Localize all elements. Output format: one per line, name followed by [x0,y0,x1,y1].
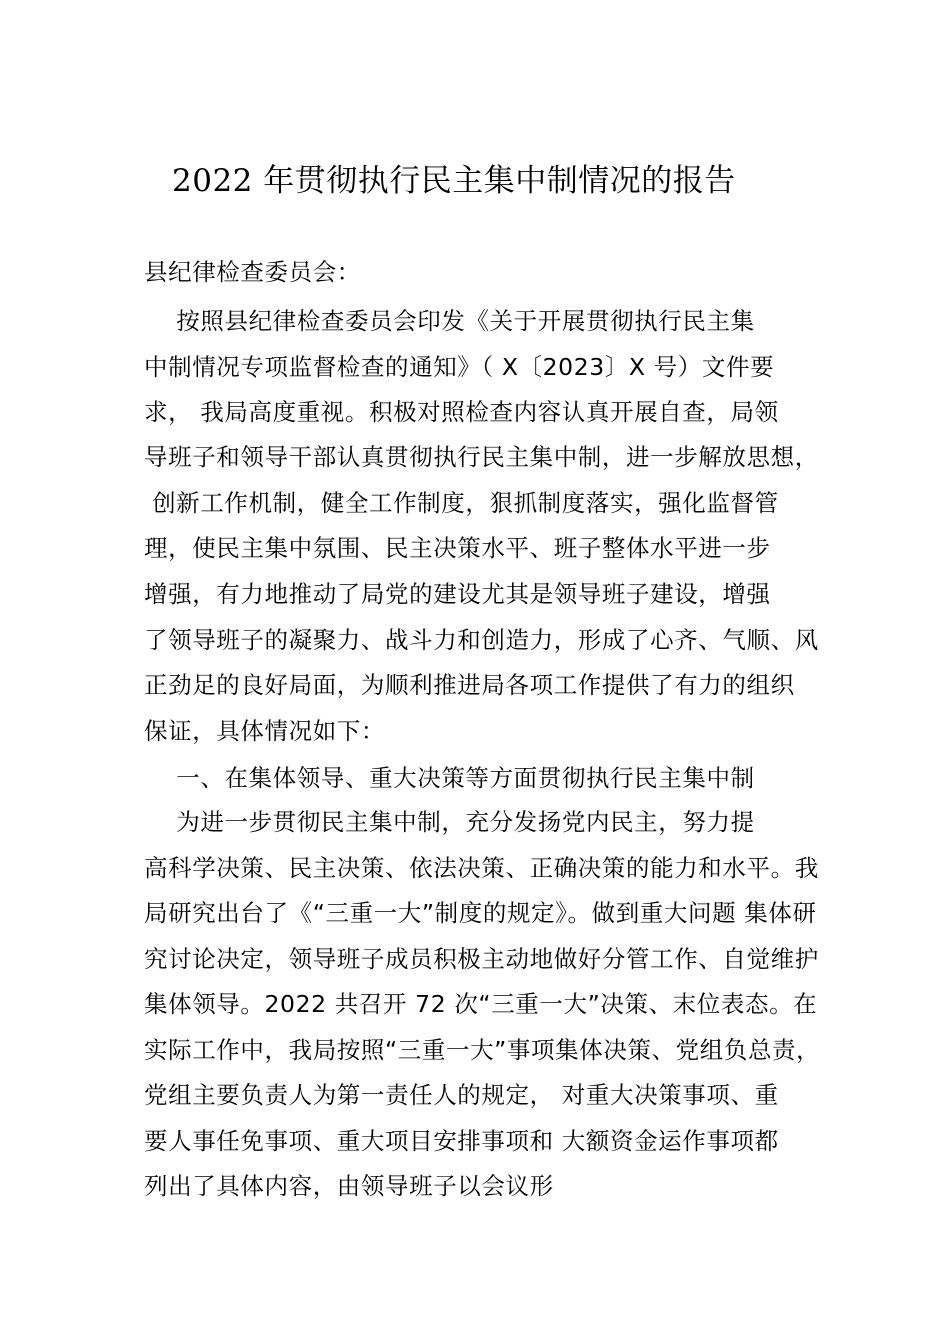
body-text-line: 创新工作机制，健全工作制度，狠抓制度落实，强化监督管 [144,489,779,517]
body-text-line: 究讨论决定，领导班子成员积极主动地做好分管工作、自觉维护 [144,945,819,973]
body-text-line: 高科学决策、民主决策、依法决策、正确决策的能力和水平。我 [144,854,819,882]
body-text-line: 党组主要负责人为第一责任人的规定， 对重大决策事项、重 [144,1081,779,1109]
body-text-line: 集体领导。2022 共召开 72 次“三重一大”决策、末位表态。在 [144,990,818,1018]
body-text-line: 增强，有力地推动了局党的建设尤其是领导班子建设，增强 [144,580,771,608]
body-text-line: 按照县纪律检查委员会印发《关于开展贯彻执行民主集 [144,307,755,335]
body-text-line: 列出了具体内容，由领导班子以会议形 [144,1172,554,1200]
body-text-line: 为进一步贯彻民主集中制，充分发扬党内民主，努力提 [144,808,755,836]
body-text-line: 实际工作中，我局按照“三重一大”事项集体决策、党组负总责， [144,1036,821,1064]
document-title: 2022 年贯彻执行民主集中制情况的报告 [172,163,736,199]
body-text-line: 正劲足的良好局面，为顺利推进局各项工作提供了有力的组织 [144,671,795,699]
body-text-line: 求， 我局高度重视。积极对照检查内容认真开展自查，局领 [144,398,779,426]
body-text-line: 中制情况专项监督检查的通知》（ X〔2023〕X 号）文件要 [144,353,775,381]
body-text-line: 理，使民主集中氛围、民主决策水平、班子整体水平进一步 [144,534,771,562]
body-text-line: 保证，具体情况如下： [144,717,385,745]
body-text-line: 要人事任免事项、重大项目安排事项和 大额资金运作事项都 [144,1127,779,1155]
salutation-line: 县纪律检查委员会： [144,258,361,286]
section-heading: 一、在集体领导、重大决策等方面贯彻执行民主集中制 [144,764,755,792]
body-text-line: 局研究出台了《“三重一大”制度的规定》。做到重大问题 集体研 [144,899,817,927]
body-text-line: 导班子和领导干部认真贯彻执行民主集中制，进一步解放思想， [144,443,819,471]
body-text-line: 了领导班子的凝聚力、战斗力和创造力，形成了心齐、气顺、风 [144,626,819,654]
